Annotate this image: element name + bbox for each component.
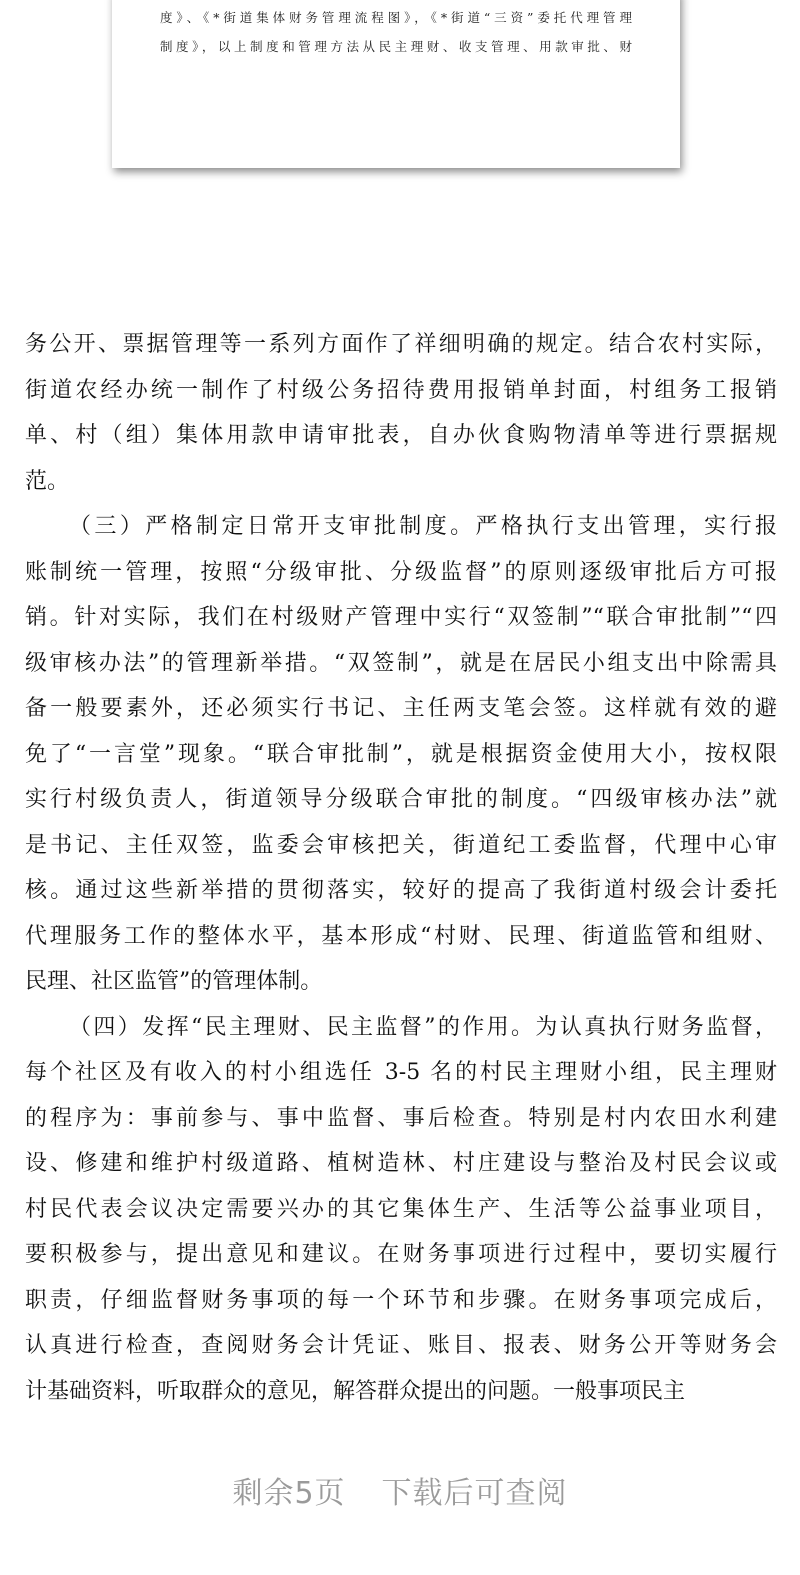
document-line: （四）发挥“民主理财、民主监督”的作用。为认真执行财务监督， [69, 1014, 777, 1040]
document-line: 认真进行检查，查阅财务会计凭证、账目、报表、财务公开等财务会 [25, 1333, 777, 1358]
document-line: 核。通过这些新举措的贯彻落实，较好的提高了我街道村级会计委托 [25, 878, 777, 903]
document-line: 是书记、主任双签，监委会审核把关，街道纪工委监督，代理中心审 [25, 832, 777, 858]
document-line: 职责，仔细监督财务事项的每一个环节和步骤。在财务事项完成后， [25, 1287, 777, 1313]
remaining-pages-label[interactable]: 剩余5页 [232, 1476, 346, 1511]
document-line: 销。针对实际，我们在村级财产管理中实行“双签制”“联合审批制”“四 [25, 605, 777, 630]
document-line: 单、村（组）集体用款申请审批表，自办伙食购物清单等进行票据规 [25, 423, 777, 448]
document-line: 免了“一言堂”现象。“联合审批制”，就是根据资金使用大小，按权限 [25, 741, 777, 767]
document-line: 范。 [25, 468, 70, 494]
download-hint-label[interactable]: 下载后可查阅 [381, 1476, 568, 1511]
document-line: 村民代表会议决定需要兴办的其它集体生产、生活等公益事业项目， [25, 1196, 777, 1222]
document-line: 计基础资料，听取群众的意见，解答群众提出的问题。一般事项民主 [25, 1378, 686, 1404]
document-line: 民理、社区监管”的管理体制。 [25, 969, 323, 994]
document-line: 街道农经办统一制作了村级公务招待费用报销单封面，村组务工报销 [25, 377, 777, 403]
document-line: 每个社区及有收入的村小组选任 3-5 名的村民主理财小组，民主理财 [25, 1060, 777, 1085]
document-line: 要积极参与，提出意见和建议。在财务事项进行过程中，要切实履行 [25, 1242, 777, 1267]
document-line: 设、修建和维护村级道路、植树造林、村庄建设与整治及村民会议或 [25, 1151, 777, 1176]
card-line: 度》、《*街道集体财务管理流程图》，《*街道“三资”委托代理管理 [160, 10, 632, 25]
document-line: 级审核办法”的管理新举措。“双签制”，就是在居民小组支出中除需具 [25, 650, 777, 676]
document-line: （三）严格制定日常开支审批制度。严格执行支出管理，实行报 [69, 514, 777, 539]
document-line: 备一般要素外，还必须实行书记、主任两支笔会签。这样就有效的避 [25, 696, 777, 721]
document-line: 务公开、票据管理等一系列方面作了祥细明确的规定。结合农村实际， [25, 332, 777, 357]
download-prompt[interactable] [0, 1468, 800, 1512]
card-line: 制度》，以上制度和管理方法从民主理财、收支管理、用款审批、财 [160, 39, 632, 54]
document-body [25, 322, 777, 1414]
preview-page-card [112, 0, 680, 168]
document-line: 账制统一管理，按照“分级审批、分级监督”的原则逐级审批后方可报 [25, 559, 777, 585]
document-line: 实行村级负责人，街道领导分级联合审批的制度。“四级审核办法”就 [25, 787, 777, 812]
document-line: 的程序为：事前参与、事中监督、事后检查。特别是村内农田水利建 [25, 1105, 777, 1131]
document-line: 代理服务工作的整体水平，基本形成“村财、民理、街道监管和组财、 [25, 923, 777, 949]
